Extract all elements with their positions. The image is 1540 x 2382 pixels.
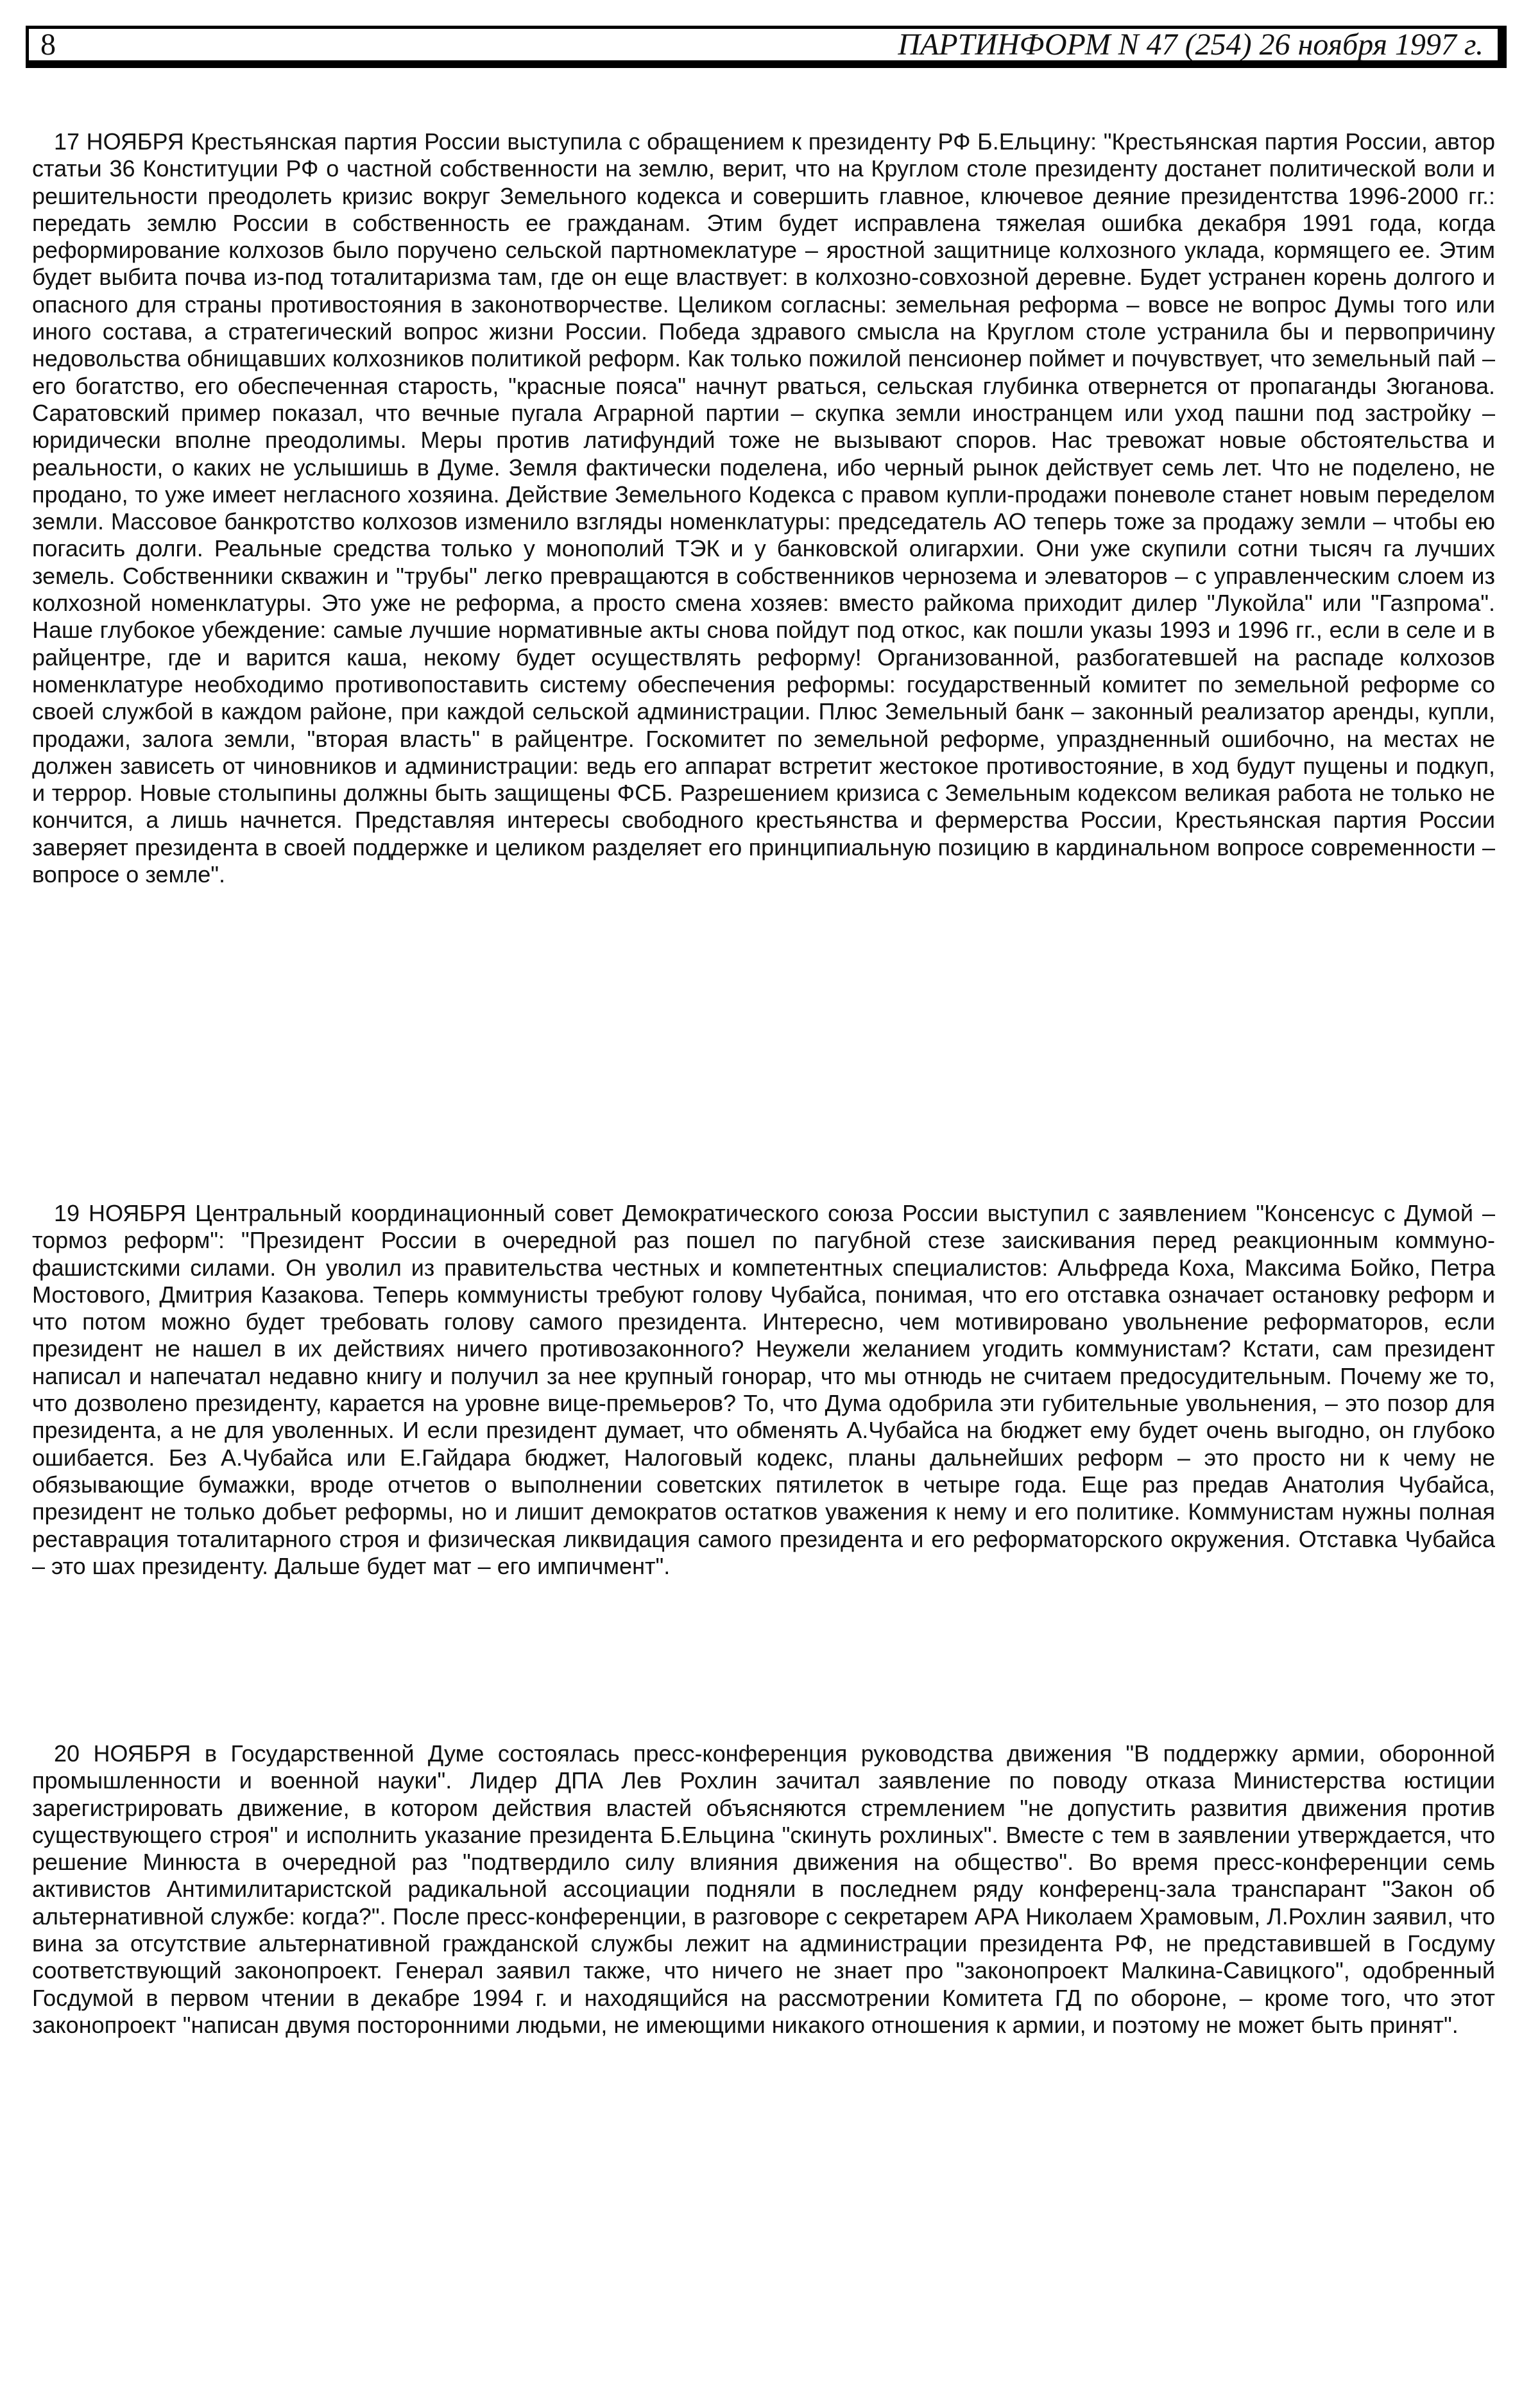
issue-info: ПАРТИНФОРМ N 47 (254) 26 ноября 1997 г. — [898, 27, 1484, 62]
page-number: 8 — [40, 27, 56, 62]
news-entry-nov-17: 17 НОЯБРЯ Крестьянская партия России выступила с обращением к президенту РФ Б.Ельцину: "Крестьянская партия России, автор статьи 36 Конституции РФ о частной собственности на землю, верит, что на Круглом столе президенту достанет политической воли и решительности преодолеть кризис вокруг Земельного кодекса и совершить главное, ключевое деяние президентства 1996-2000 гг.: передать землю России в собственность ее гражданам. Этим будет исправлена тяжелая ошибка декабря 1991 года, когда реформирование колхозов было поручено сельской партномеклатуре – яростной защитнице колхозного уклада, кормящего ее. Этим будет выбита почва из-под тоталитаризма там, где он еще властвует: в колхозно-совхозной деревне. Будет устранен корень долгого и опасного для страны противостояния в законотворчестве. Целиком согласны: земельная реформа – вовсе не вопрос Думы того или иного состава, а стратегический вопрос жизни России. Победа здравого смысла на Круглом столе устранила бы и первопричину недовольства обнищавших колхозников политикой реформ. Как только пожилой пенсионер поймет и почувствует, что земельный пай – его богатство, его обеспеченная старость, "красные пояса" начнут рваться, сельская глубинка отвернется от пропаганды Зюганова. Саратовский пример показал, что вечные пугала Аграрной партии – скупка земли иностранцем или уход пашни под застройку – юридически вполне преодолимы. Меры против латифундий тоже не вызывают споров. Нас тревожат новые обстоятельства и реальности, о каких не услышишь в Думе. Земля фактически поделена, ибо черный рынок действует семь лет. Что не поделено, не продано, то уже имеет негласного хозяина. Действие Земельного Кодекса с правом купли-продажи поневоле станет новым переделом земли. Массовое банкротство колхозов изменило взгляды номенклатуры: председатель АО теперь тоже за продажу земли – чтобы ею погасить долги. Реальные средства только у монополий ТЭК и у банковской олигархии. Они уже скупили сотни тысяч га лучших земель. Собственники скважин и "трубы" легко превращаются в собственников чернозема и элеваторов – с управленческим слоем из колхозной номенклатуры. Это уже не реформа, а просто смена хозяев: вместо райкома приходит дилер "Лукойла" или "Газпрома". Наше глубокое убеждение: самые лучшие нормативные акты снова пойдут под откос, как пошли указы 1993 и 1996 гг., если в селе и в райцентре, где и варится каша, некому будет осуществлять реформу! Организованной, разбогатевшей на распаде колхозов номенклатуре необходимо противопоставить систему обеспечения реформы: государственный комитет по земельной реформе со своей службой в каждом районе, при каждой сельской администрации. Плюс Земельный банк – законный реализатор аренды, купли, продажи, залога земли, "вторая власть" в райцентре. Госкомитет по земельной реформе, упраздненный ошибочно, на местах не должен зависеть от чиновников и администрации: ведь его аппарат встретит жестокое противостояние, в ход будут пущены и подкуп, и террор. Новые столыпины должны быть защищены ФСБ. Разрешением кризиса с Земельным кодексом великая работа не только не кончится, а лишь начнется. Представляя интересы свободного крестьянства и фермерства России, Крестьянская партия России заверяет президента в своей поддержке и целиком разделяет его принципиальную позицию в кардинальном вопросе современности – вопросе о земле". — [32, 128, 1495, 888]
page-header — [26, 26, 1507, 68]
news-entry-nov-20: 20 НОЯБРЯ в Государственной Думе состоялась пресс-конференция руководства движения "В поддержку армии, оборонной промышленности и военной науки". Лидер ДПА Лев Рохлин зачитал заявление по поводу отказа Министерства юстиции зарегистрировать движение, в котором действия властей объясняются стремлением "не допустить развития движения против существующего строя" и исполнить указание президента Б.Ельцина "скинуть рохлиных". Вместе с тем в заявлении утверждается, что решение Минюста в очередной раз "подтвердило силу влияния движения на общество". Во время пресс-конференции семь активистов Антимилитаристской радикальной ассоциации подняли в последнем ряду конференц-зала транспарант "Закон об альтернативной службе: когда?". После пресс-конференции, в разговоре с секретарем АРА Николаем Храмовым, Л.Рохлин заявил, что вина за отсутствие альтернативной гражданской службы лежит на администрации президента РФ, не представившей в Госдуму соответствующий законопроект. Генерал заявил также, что ничего не знает про "законопроект Малкина-Савицкого", одобренный Госдумой в первом чтении в декабре 1994 г. и находящийся на рассмотрении Комитета ГД по обороне, – кроме того, что этот законопроект "написан двумя посторонними людьми, не имеющими никакого отношения к армии, и поэтому не может быть принят". — [32, 1740, 1495, 2038]
news-entry-nov-19: 19 НОЯБРЯ Центральный координационный совет Демократического союза России выступил с заявлением "Консенсус с Думой – тормоз реформ": "Президент России в очередной раз пошел по пагубной стезе заискивания перед реакционным коммуно-фашистскими силами. Он уволил из правительства честных и компетентных специалистов: Альфреда Коха, Максима Бойко, Петра Мостового, Дмитрия Казакова. Теперь коммунисты требуют голову Чубайса, понимая, что его отставка означает остановку реформ и что потом можно будет требовать голову самого президента. Интересно, чем мотивировано увольнение реформаторов, если президент не нашел в их действиях ничего противозаконного? Неужели желанием угодить коммунистам? Кстати, сам президент написал и напечатал недавно книгу и получил за нее крупный гонорар, что мы отнюдь не считаем предосудительным. Почему же то, что дозволено президенту, карается на уровне вице-премьеров? То, что Дума одобрила эти губительные увольнения, – это позор для президента, а не для уволенных. И если президент думает, что обменять А.Чубайса на бюджет ему будет очень выгодно, он глубоко ошибается. Без А.Чубайса или Е.Гайдара бюджет, Налоговый кодекс, планы дальнейших реформ – это просто ни к чему не обязывающие бумажки, вроде отчетов о выполнении советских пятилеток в четыре года. Еще раз предав Анатолия Чубайса, президент не только добьет реформы, но и лишит демократов остатков уважения к нему и его политике. Коммунистам нужны полная реставрация тоталитарного строя и физическая ликвидация самого президента и его реформаторского окружения. Отставка Чубайса – это шах президенту. Дальше будет мат – его импичмент". — [32, 1200, 1495, 1579]
